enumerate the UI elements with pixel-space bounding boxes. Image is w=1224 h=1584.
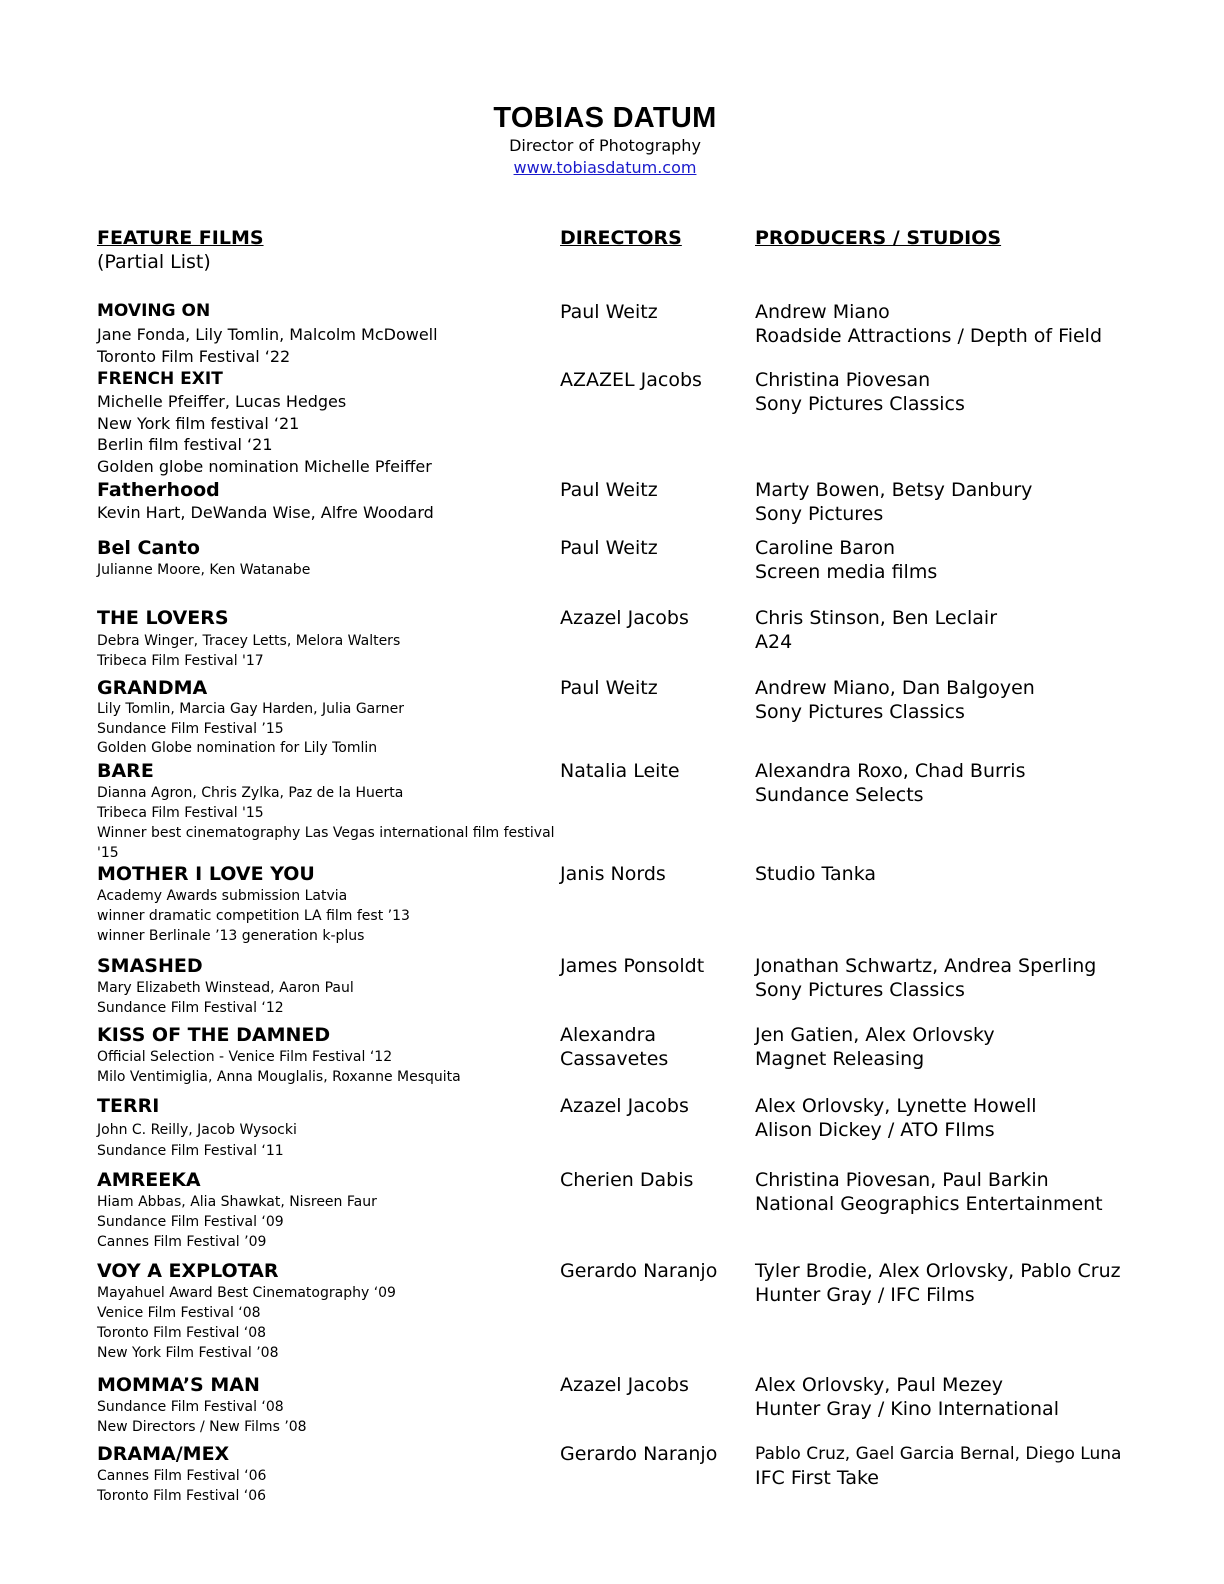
film-detail-line: New York film festival ‘21 <box>97 413 300 433</box>
film-details <box>97 1397 557 1437</box>
film-producer-line: Sundance Selects <box>755 784 924 806</box>
film-details <box>97 324 557 367</box>
film-producer-line: Jen Gatien, Alex Orlovsky <box>755 1024 995 1046</box>
film-title: GRANDMA <box>97 677 208 699</box>
film-detail-line: winner Berlinale ’13 generation k-plus <box>97 928 365 944</box>
person-name: TOBIAS DATUM <box>493 102 717 134</box>
film-producer-line: Sony Pictures Classics <box>755 979 965 1001</box>
film-detail-line: Dianna Agron, Chris Zylka, Paz de la Huerta <box>97 785 404 801</box>
film-details <box>97 783 557 863</box>
film-director: Alexandra Cassavetes <box>560 1024 669 1070</box>
column-heading-films: FEATURE FILMS <box>97 227 264 249</box>
film-director: AZAZEL Jacobs <box>560 369 702 391</box>
film-detail-line: Mayahuel Award Best Cinematography ‘09 <box>97 1285 396 1301</box>
film-producers <box>755 1168 1103 1216</box>
film-details <box>97 631 557 671</box>
film-producer-line: Caroline Baron <box>755 537 895 559</box>
film-detail-line: Sundance Film Festival ’15 <box>97 720 284 737</box>
film-title: AMREEKA <box>97 1169 201 1191</box>
film-detail-line: Tribeca Film Festival '15 <box>97 805 264 821</box>
film-detail-line: Golden globe nomination Michelle Pfeiffer <box>97 456 432 476</box>
film-producer-line: Chris Stinson, Ben Leclair <box>755 607 998 629</box>
film-director: Natalia Leite <box>560 760 680 782</box>
film-detail-line: Michelle Pfeiffer, Lucas Hedges <box>97 392 347 411</box>
film-detail-line: Lily Tomlin, Marcia Gay Harden, Julia Garner <box>97 701 405 717</box>
film-director: Paul Weitz <box>560 677 658 699</box>
film-producers <box>755 368 965 416</box>
film-title: Fatherhood <box>97 479 220 501</box>
film-producers <box>755 1259 1121 1307</box>
film-detail-line: Cannes Film Festival ‘06 <box>97 1468 267 1484</box>
film-producers <box>755 862 876 886</box>
film-director: Azazel Jacobs <box>560 1095 689 1117</box>
film-director: Azazel Jacobs <box>560 1374 689 1396</box>
film-producer-line: Sony Pictures Classics <box>755 701 965 723</box>
film-producers <box>755 1023 995 1071</box>
film-producer-line: Andrew Miano <box>755 301 890 323</box>
film-title: THE LOVERS <box>97 607 229 629</box>
film-title: FRENCH EXIT <box>97 369 223 389</box>
film-producers <box>755 300 1102 348</box>
film-detail-line: John C. Reilly, Jacob Wysocki <box>97 1122 297 1138</box>
film-director: Gerardo Naranjo <box>560 1443 718 1465</box>
film-producers <box>755 606 997 654</box>
film-director: Gerardo Naranjo <box>560 1260 718 1282</box>
film-producer-line: Sony Pictures <box>755 503 884 525</box>
film-producer-line: Alex Orlovsky, Paul Mezey <box>755 1374 1003 1396</box>
film-detail-line: Julianne Moore, Ken Watanabe <box>97 562 311 578</box>
film-title: TERRI <box>97 1095 160 1117</box>
film-producer-line: Marty Bowen, Betsy Danbury <box>755 479 1033 501</box>
film-detail-line: Academy Awards submission Latvia <box>97 888 348 904</box>
film-detail-line: Jane Fonda, Lily Tomlin, Malcolm McDowell <box>97 325 438 344</box>
film-producer-line: Sony Pictures Classics <box>755 393 965 415</box>
film-producer-line: Hunter Gray / Kino International <box>755 1398 1059 1420</box>
film-detail-line: New York Film Festival ’08 <box>97 1345 279 1361</box>
film-details <box>97 1120 557 1162</box>
film-details <box>97 561 557 579</box>
film-title: MOTHER I LOVE YOU <box>97 863 315 885</box>
film-detail-line: Toronto Film Festival ‘22 <box>97 346 291 366</box>
film-director: Paul Weitz <box>560 479 658 501</box>
film-detail-line: Berlin film festival ‘21 <box>97 435 273 454</box>
film-director: James Ponsoldt <box>560 955 705 977</box>
film-producer-line: Christina Piovesan, Paul Barkin <box>755 1169 1049 1191</box>
film-producer-line: Christina Piovesan <box>755 369 931 391</box>
film-director: Azazel Jacobs <box>560 607 689 629</box>
film-detail-line: Sundance Film Festival ‘12 <box>97 1000 284 1016</box>
film-details <box>97 391 557 477</box>
film-details <box>97 1283 557 1363</box>
film-director: Janis Nords <box>560 863 666 885</box>
film-producer-line: Hunter Gray / IFC Films <box>755 1284 975 1306</box>
film-producers <box>755 759 1025 807</box>
film-title: KISS OF THE DAMNED <box>97 1024 331 1046</box>
film-title: MOVING ON <box>97 301 211 321</box>
film-title: SMASHED <box>97 955 203 977</box>
film-producer-line: Studio Tanka <box>755 863 877 885</box>
film-detail-line: Toronto Film Festival ‘08 <box>97 1325 267 1341</box>
film-producer-line: Jonathan Schwartz, Andrea Sperling <box>755 955 1097 977</box>
person-role: Director of Photography <box>509 136 701 155</box>
film-details <box>97 978 557 1018</box>
film-producer-line: National Geographics Entertainment <box>755 1193 1103 1215</box>
film-details <box>97 1466 557 1506</box>
film-producers <box>755 1094 1037 1142</box>
film-producer-line: IFC First Take <box>755 1467 879 1489</box>
film-details <box>97 1192 557 1252</box>
film-detail-line: Debra Winger, Tracey Letts, Melora Walters <box>97 633 401 649</box>
film-detail-line: Sundance Film Festival ‘09 <box>97 1214 284 1230</box>
film-detail-line: New Directors / New Films ’08 <box>97 1419 307 1435</box>
film-producers <box>755 954 1096 1002</box>
film-detail-line: Sundance Film Festival ‘11 <box>97 1143 284 1159</box>
film-producers <box>755 1373 1059 1421</box>
film-title: BARE <box>97 760 154 782</box>
film-producers <box>755 478 1032 526</box>
film-detail-line: Kevin Hart, DeWanda Wise, Alfre Woodard <box>97 503 434 522</box>
column-heading-directors: DIRECTORS <box>560 227 682 249</box>
resume-header <box>0 100 1210 179</box>
film-producers <box>755 1442 1121 1490</box>
film-producer-line: Alex Orlovsky, Lynette Howell <box>755 1095 1037 1117</box>
film-detail-line: Toronto Film Festival ‘06 <box>97 1488 267 1504</box>
film-producer-line: Alexandra Roxo, Chad Burris <box>755 760 1026 782</box>
film-detail-line: Venice Film Festival ‘08 <box>97 1305 261 1321</box>
film-title: MOMMA’S MAN <box>97 1374 260 1396</box>
film-details <box>97 502 557 524</box>
film-director: Paul Weitz <box>560 301 658 323</box>
film-detail-line: Cannes Film Festival ’09 <box>97 1234 267 1250</box>
film-detail-line: Mary Elizabeth Winstead, Aaron Paul <box>97 980 354 996</box>
film-detail-line: Milo Ventimiglia, Anna Mouglalis, Roxanne Mesquita <box>97 1069 461 1085</box>
film-detail-line: Golden Globe nomination for Lily Tomlin <box>97 740 378 756</box>
film-producer-line: Magnet Releasing <box>755 1048 925 1070</box>
film-producer-line: Alison Dickey / ATO FIlms <box>755 1119 995 1141</box>
film-producers <box>755 676 1035 724</box>
film-producer-line: A24 <box>755 631 793 653</box>
film-producer-line: Pablo Cruz, Gael Garcia Bernal, Diego Luna <box>755 1444 1122 1464</box>
film-title: Bel Canto <box>97 537 200 559</box>
partial-list-note: (Partial List) <box>97 251 211 273</box>
film-producers <box>755 536 937 584</box>
film-title: VOY A EXPLOTAR <box>97 1260 279 1282</box>
film-producer-line: Tyler Brodie, Alex Orlovsky, Pablo Cruz <box>755 1260 1121 1282</box>
film-title: DRAMA/MEX <box>97 1443 230 1465</box>
film-detail-line: Official Selection - Venice Film Festival ‘12 <box>97 1049 393 1065</box>
film-detail-line: Hiam Abbas, Alia Shawkat, Nisreen Faur <box>97 1194 377 1210</box>
column-heading-producers: PRODUCERS / STUDIOS <box>755 227 1002 249</box>
website-link[interactable]: www.tobiasdatum.com <box>513 158 697 177</box>
film-producer-line: Andrew Miano, Dan Balgoyen <box>755 677 1035 699</box>
film-details <box>97 700 557 759</box>
film-detail-line: Winner best cinematography Las Vegas international film festival '15 <box>97 825 555 861</box>
film-producer-line: Screen media films <box>755 561 938 583</box>
film-director: Paul Weitz <box>560 537 658 559</box>
film-producer-line: Roadside Attractions / Depth of Field <box>755 325 1103 347</box>
film-director: Cherien Dabis <box>560 1169 694 1191</box>
film-detail-line: winner dramatic competition LA film fest ’13 <box>97 908 410 924</box>
film-details <box>97 886 557 946</box>
film-detail-line: Tribeca Film Festival '17 <box>97 653 264 669</box>
film-detail-line: Sundance Film Festival ‘08 <box>97 1399 284 1415</box>
film-details <box>97 1047 557 1087</box>
